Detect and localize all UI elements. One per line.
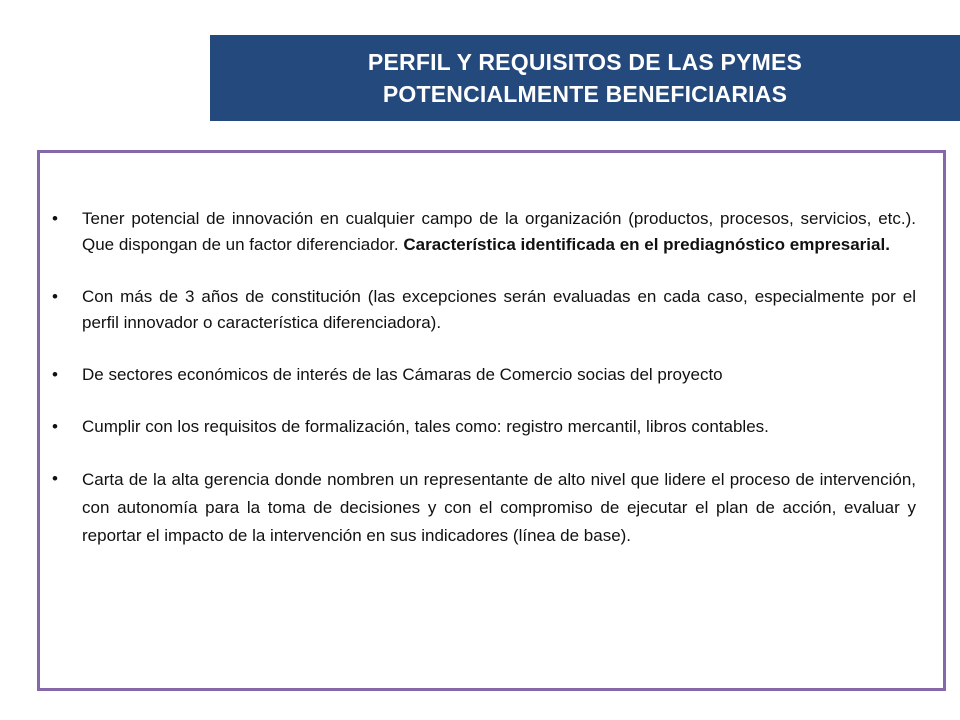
item-text: De sectores económicos de interés de las Cámaras de Comercio socias del proyecto xyxy=(82,365,723,384)
title-banner xyxy=(210,35,960,121)
list-item xyxy=(52,414,916,440)
item-text: Carta de la alta gerencia donde nombren un representante de alto nivel que lidere el proceso de intervención, con autonomía para la toma de decisiones y con el compromiso de ejecutar el plan de acción, evaluar y reportar el impacto de la intervención en sus indicadores (línea de base). xyxy=(82,470,916,545)
list-item xyxy=(52,466,916,550)
bullet-icon: • xyxy=(52,417,58,436)
list-item xyxy=(52,284,916,336)
bullet-icon: • xyxy=(52,469,58,488)
bullet-icon: • xyxy=(52,209,58,228)
item-text: Cumplir con los requisitos de formalización, tales como: registro mercantil, libros contables. xyxy=(82,417,769,436)
bullet-icon: • xyxy=(52,287,58,306)
title-line-1: PERFIL Y REQUISITOS DE LAS PYMES xyxy=(367,49,803,75)
title-line-2: POTENCIALMENTE BENEFICIARIAS xyxy=(382,81,788,107)
list-item xyxy=(52,362,916,388)
bullet-icon: • xyxy=(52,365,58,384)
requirements-list xyxy=(52,206,916,550)
item-text: Con más de 3 años de constitución (las excepciones serán evaluadas en cada caso, especialmente por el perfil innovador o característica diferenciadora). xyxy=(82,287,916,332)
item-text: Tener potencial de innovación en cualquier campo de la organización (productos, procesos, servicios, etc.). Que dispongan de un factor diferenciador. xyxy=(82,209,916,254)
requirements-box xyxy=(37,150,946,691)
list-item xyxy=(52,206,916,258)
item-bold-text: Característica identificada en el prediagnóstico empresarial. xyxy=(403,235,890,254)
